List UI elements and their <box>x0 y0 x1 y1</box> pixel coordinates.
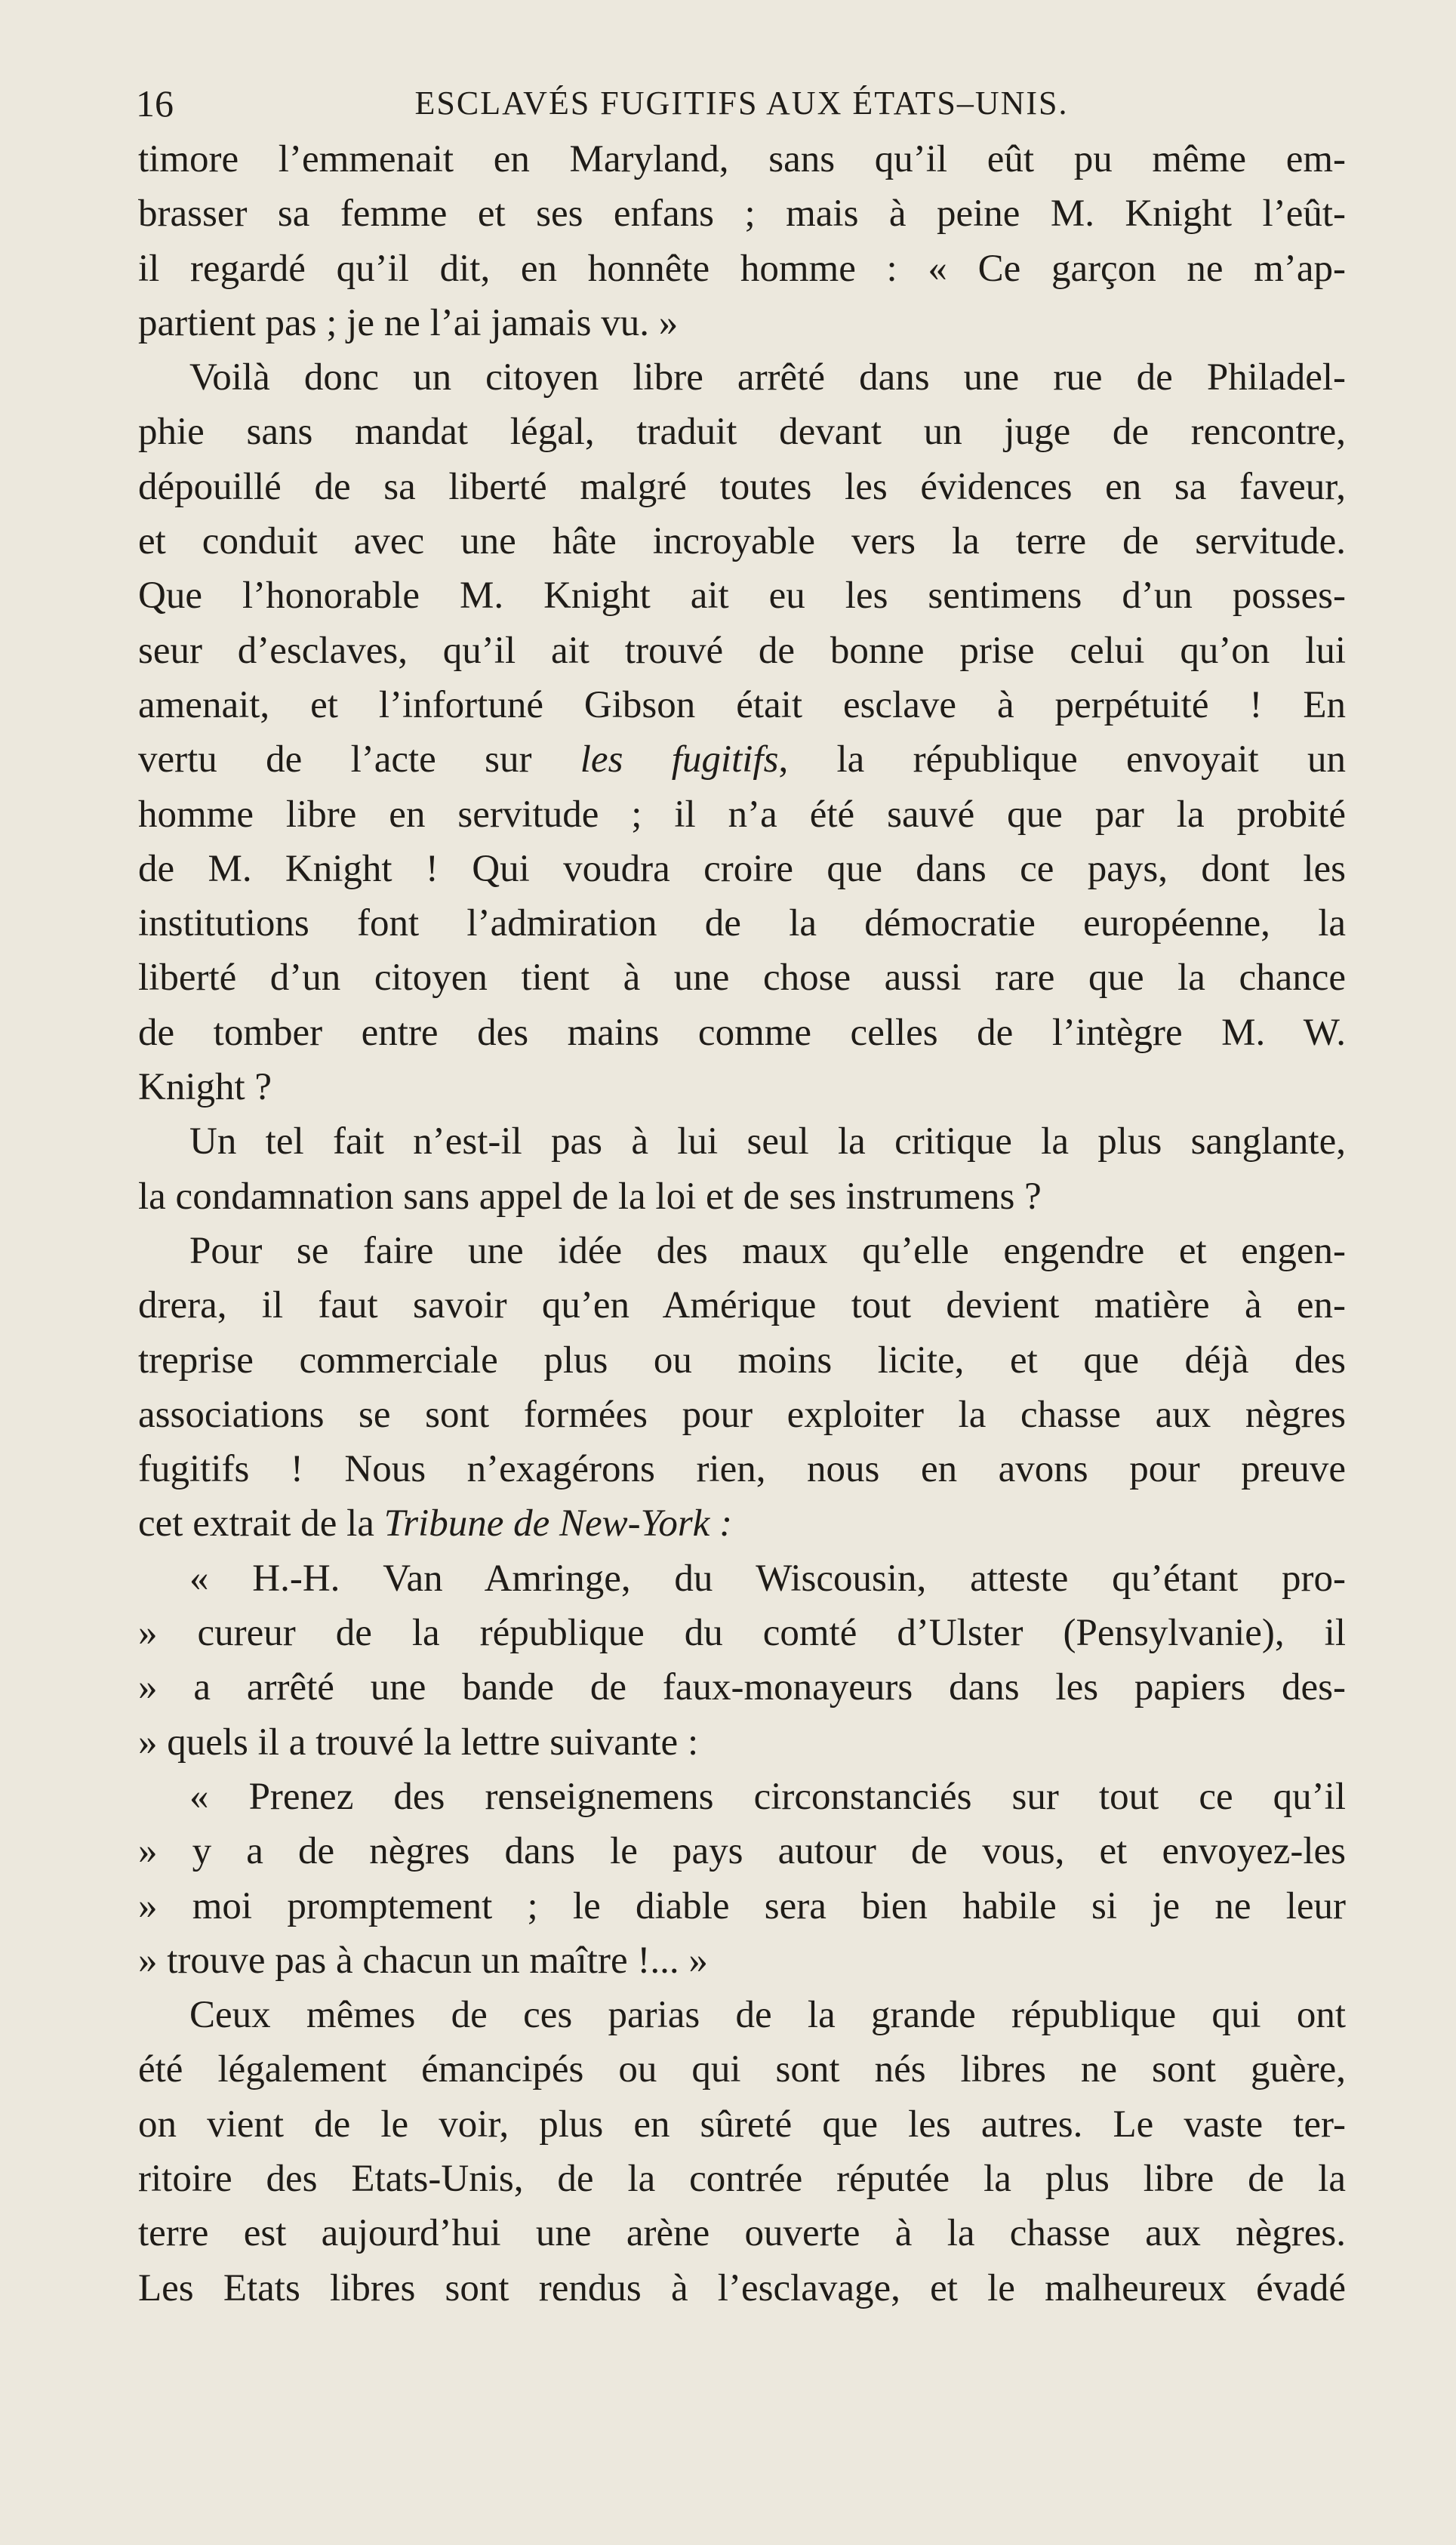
text-segment: fugitifs ! Nous n’exagérons rien, nous en avons pour preuve <box>138 1448 1346 1491</box>
text-segment: ritoire des Etats-Unis, de la contrée réputée la plus libre de la <box>138 2157 1346 2200</box>
text-segment: timore l’emmenait en Maryland, sans qu’il eût pu même em- <box>138 138 1346 180</box>
text-segment: drera, il faut savoir qu’en Amérique tout devient matière à en- <box>138 1284 1346 1327</box>
text-line <box>138 1988 1346 2042</box>
text-line <box>138 1442 1346 1496</box>
body-text <box>138 132 1346 2315</box>
text-line <box>138 186 1346 241</box>
text-segment: terre est aujourd’hui une arène ouverte à la chasse aux nègres. <box>138 2212 1346 2255</box>
text-segment: treprise commerciale plus ou moins licite, et que déjà des <box>138 1339 1346 1382</box>
text-line <box>138 2152 1346 2206</box>
text-segment: été légalement émancipés ou qui sont nés libres ne sont guère, <box>138 2048 1346 2091</box>
text-line <box>138 132 1346 186</box>
text-line <box>138 2042 1346 2097</box>
text-segment: , la république envoyait un <box>778 738 1346 781</box>
text-line <box>138 842 1346 896</box>
text-segment: et conduit avec une hâte incroyable vers la terre de servitude. <box>138 520 1346 563</box>
text-segment: on vient de le voir, plus en sûreté que les autres. Le vaste ter- <box>138 2103 1346 2146</box>
text-line <box>138 951 1346 1005</box>
text-segment: » y a de nègres dans le pays autour de vous, et envoyez-les <box>138 1830 1346 1873</box>
text-line <box>138 460 1346 514</box>
italic-text: Tribune de New-York : <box>383 1502 733 1545</box>
text-line <box>138 624 1346 678</box>
text-line <box>138 296 1346 350</box>
text-segment: phie sans mandat légal, traduit devant un juge de rencontre, <box>138 411 1346 454</box>
text-segment: seur d’esclaves, qu’il ait trouvé de bonne prise celui qu’on lui <box>138 629 1346 672</box>
text-line <box>138 2206 1346 2260</box>
text-line <box>138 732 1346 787</box>
text-segment: de tomber entre des mains comme celles de l’intègre M. W. <box>138 1011 1346 1054</box>
text-line <box>138 896 1346 951</box>
text-line <box>138 2261 1346 2315</box>
italic-text: les fugitifs <box>580 738 779 781</box>
text-segment: » quels il a trouvé la lettre suivante : <box>138 1721 699 1764</box>
text-segment: Un tel fait n’est-il pas à lui seul la critique la plus sanglante, <box>189 1120 1346 1163</box>
text-line <box>138 1060 1346 1114</box>
text-segment: brasser sa femme et ses enfans ; mais à peine M. Knight l’eût- <box>138 193 1346 236</box>
text-segment: Knight ? <box>138 1066 272 1109</box>
text-line <box>138 1006 1346 1060</box>
text-line <box>138 787 1346 842</box>
text-line <box>138 1278 1346 1333</box>
text-line <box>138 350 1346 405</box>
page-header <box>136 77 1347 130</box>
text-segment: vertu de l’acte sur <box>138 738 580 781</box>
text-segment: il regardé qu’il dit, en honnête homme : « Ce garçon ne m’ap- <box>138 247 1346 290</box>
text-line <box>138 568 1346 623</box>
text-segment: la condamnation sans appel de la loi et de ses instrumens ? <box>138 1175 1042 1218</box>
text-segment: » moi promptement ; le diable sera bien habile si je ne leur <box>138 1884 1346 1927</box>
text-line <box>138 514 1346 568</box>
text-segment: Voilà donc un citoyen libre arrêté dans une rue de Philadel- <box>189 356 1346 399</box>
text-segment: Ceux mêmes de ces parias de la grande république qui ont <box>189 1994 1346 2037</box>
text-line <box>138 1114 1346 1169</box>
text-segment: « H.-H. Van Amringe, du Wiscousin, atteste qu’étant pro- <box>189 1557 1346 1600</box>
text-line <box>138 1496 1346 1551</box>
text-segment: institutions font l’admiration de la démocratie européenne, la <box>138 902 1346 945</box>
text-line <box>138 678 1346 732</box>
text-line <box>138 1169 1346 1224</box>
text-segment: Que l’honorable M. Knight ait eu les sentimens d’un posses- <box>138 575 1346 618</box>
text-segment: de M. Knight ! Qui voudra croire que dans ce pays, dont les <box>138 847 1346 890</box>
text-line <box>138 1824 1346 1878</box>
page-number: 16 <box>136 82 174 125</box>
text-segment: » a arrêté une bande de faux-monayeurs dans les papiers des- <box>138 1666 1346 1709</box>
text-segment: cet extrait de la <box>138 1502 384 1545</box>
text-segment: dépouillé de sa liberté malgré toutes les évidences en sa faveur, <box>138 465 1346 508</box>
text-segment: Pour se faire une idée des maux qu’elle engendre et engen- <box>189 1229 1346 1272</box>
text-line <box>138 1660 1346 1715</box>
text-line <box>138 1606 1346 1660</box>
text-line <box>138 1770 1346 1824</box>
text-segment: partient pas ; je ne l’ai jamais vu. » <box>138 301 679 344</box>
text-line <box>138 1879 1346 1933</box>
text-line <box>138 2097 1346 2152</box>
text-segment: » trouve pas à chacun un maître !... » <box>138 1939 708 1982</box>
text-segment: « Prenez des renseignemens circonstanciés sur tout ce qu’il <box>189 1775 1346 1818</box>
text-segment: liberté d’un citoyen tient à une chose aussi rare que la chance <box>138 957 1346 1000</box>
text-line <box>138 242 1346 296</box>
text-line <box>138 1715 1346 1770</box>
text-segment: » cureur de la république du comté d’Ulster (Pensylvanie), il <box>138 1612 1346 1655</box>
text-segment: associations se sont formées pour exploiter la chasse aux nègres <box>138 1393 1346 1436</box>
text-line <box>138 1224 1346 1278</box>
text-segment: Les Etats libres sont rendus à l’esclavage, et le malheureux évadé <box>138 2266 1346 2309</box>
text-line <box>138 405 1346 459</box>
text-line <box>138 1388 1346 1442</box>
running-head: ESCLAVÉS FUGITIFS AUX ÉTATS–UNIS. <box>414 85 1069 122</box>
text-segment: homme libre en servitude ; il n’a été sauvé que par la probité <box>138 793 1346 836</box>
text-line <box>138 1551 1346 1606</box>
text-line <box>138 1933 1346 1988</box>
text-line <box>138 1333 1346 1388</box>
text-segment: amenait, et l’infortuné Gibson était esclave à perpétuité ! En <box>138 683 1346 726</box>
